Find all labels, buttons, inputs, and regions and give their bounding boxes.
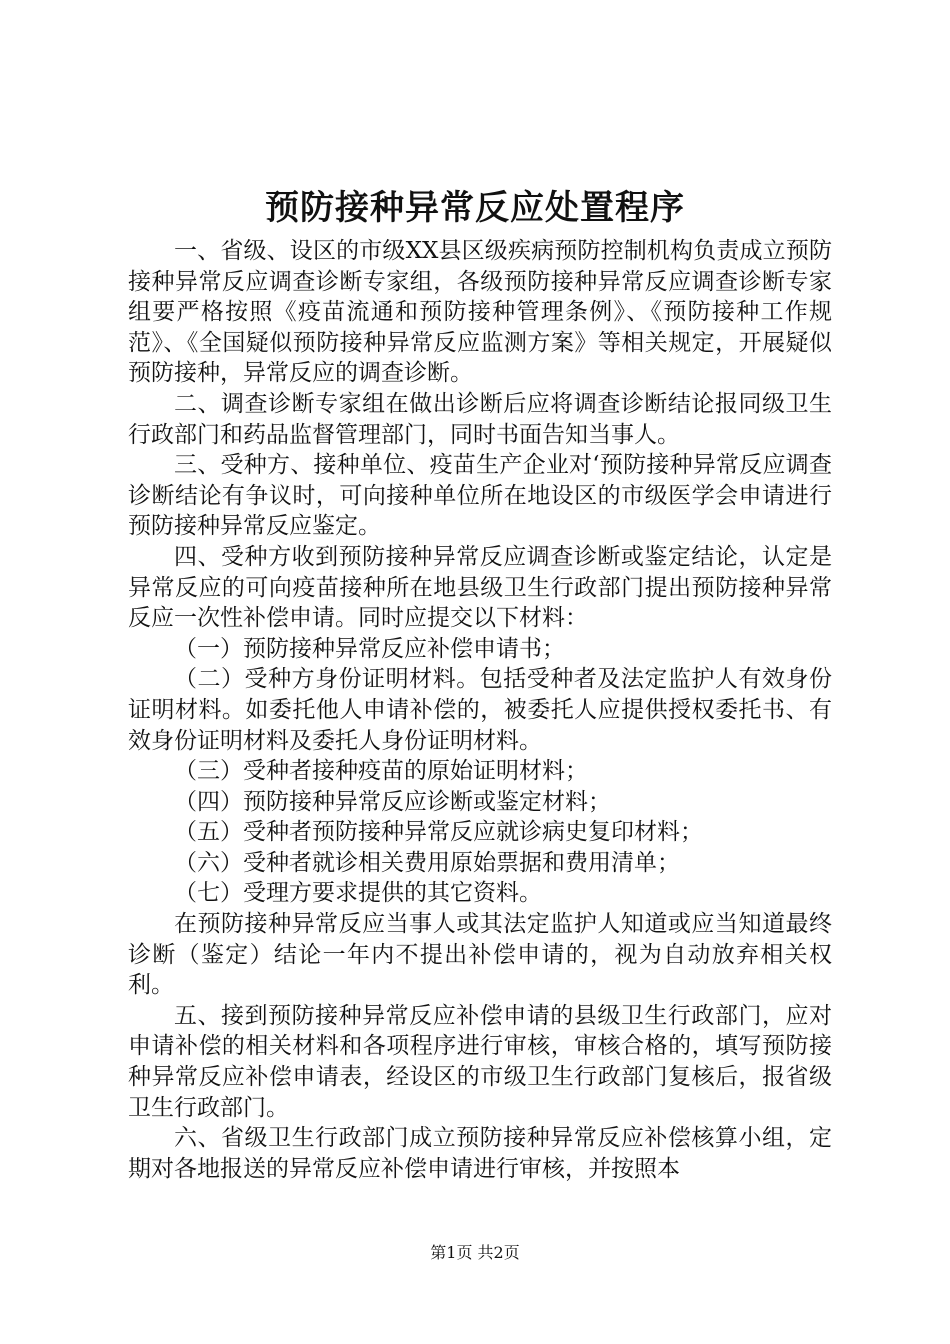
paragraph-6: 五、接到预防接种异常反应补偿申请的县级卫生行政部门，应对申请补偿的相关材料和各项程序进行审核，审核合格的，填写预防接种异常反应补偿申请表，经设区的市级卫生行政部门复核后，报省级卫生行政部门。	[128, 1002, 832, 1121]
document-body	[128, 236, 832, 1184]
list-item-3: （三）受种者接种疫苗的原始证明材料；	[174, 758, 588, 785]
paragraph-1: 一、省级、设区的市级XX县区级疾病预防控制机构负责成立预防接种异常反应调查诊断专家组，各级预防接种异常反应调查诊断专家组要严格按照《疫苗流通和预防接种管理条例》、《预防接种工作规范》、《全国疑似预防接种异常反应监测方案》等相关规定，开展疑似预防接种，异常反应的调查诊断。	[128, 238, 832, 387]
paragraph-7: 六、省级卫生行政部门成立预防接种异常反应补偿核算小组，定期对各地报送的异常反应补偿申请进行审核，并按照本	[128, 1125, 832, 1182]
list-item-1: （一）预防接种异常反应补偿申请书；	[174, 635, 565, 662]
list-item-5: （五）受种者预防接种异常反应就诊病史复印材料；	[174, 819, 703, 846]
page-footer: 第1页 共2页	[430, 1243, 520, 1262]
document-title: 预防接种异常反应处置程序	[265, 188, 685, 228]
paragraph-5: 在预防接种异常反应当事人或其法定监护人知道或应当知道最终诊断（鉴定）结论一年内不提出补偿申请的，视为自动放弃相关权利。	[128, 911, 832, 999]
paragraph-4: 四、受种方收到预防接种异常反应调查诊断或鉴定结论，认定是异常反应的可向疫苗接种所在地县级卫生行政部门提出预防接种异常反应一次性补偿申请。同时应提交以下材料：	[128, 543, 832, 632]
list-item-4: （四）预防接种异常反应诊断或鉴定材料；	[174, 788, 611, 815]
list-item-2: （二）受种方身份证明材料。包括受种者及法定监护人有效身份证明材料。如委托他人申请补偿的，被委托人应提供授权委托书、有效身份证明材料及委托人身份证明材料。	[128, 666, 832, 754]
list-item-7: （七）受理方要求提供的其它资料。	[174, 880, 542, 907]
list-item-6: （六）受种者就诊相关费用原始票据和费用清单；	[174, 849, 680, 876]
paragraph-3: 三、受种方、接种单位、疫苗生产企业对‘预防接种异常反应调查诊断结论有争议时，可向接种单位所在地设区的市级医学会申请进行预防接种异常反应鉴定。	[128, 452, 832, 540]
paragraph-2: 二、调查诊断专家组在做出诊断后应将调查诊断结论报同级卫生行政部门和药品监督管理部门，同时书面告知当事人。	[128, 390, 832, 448]
